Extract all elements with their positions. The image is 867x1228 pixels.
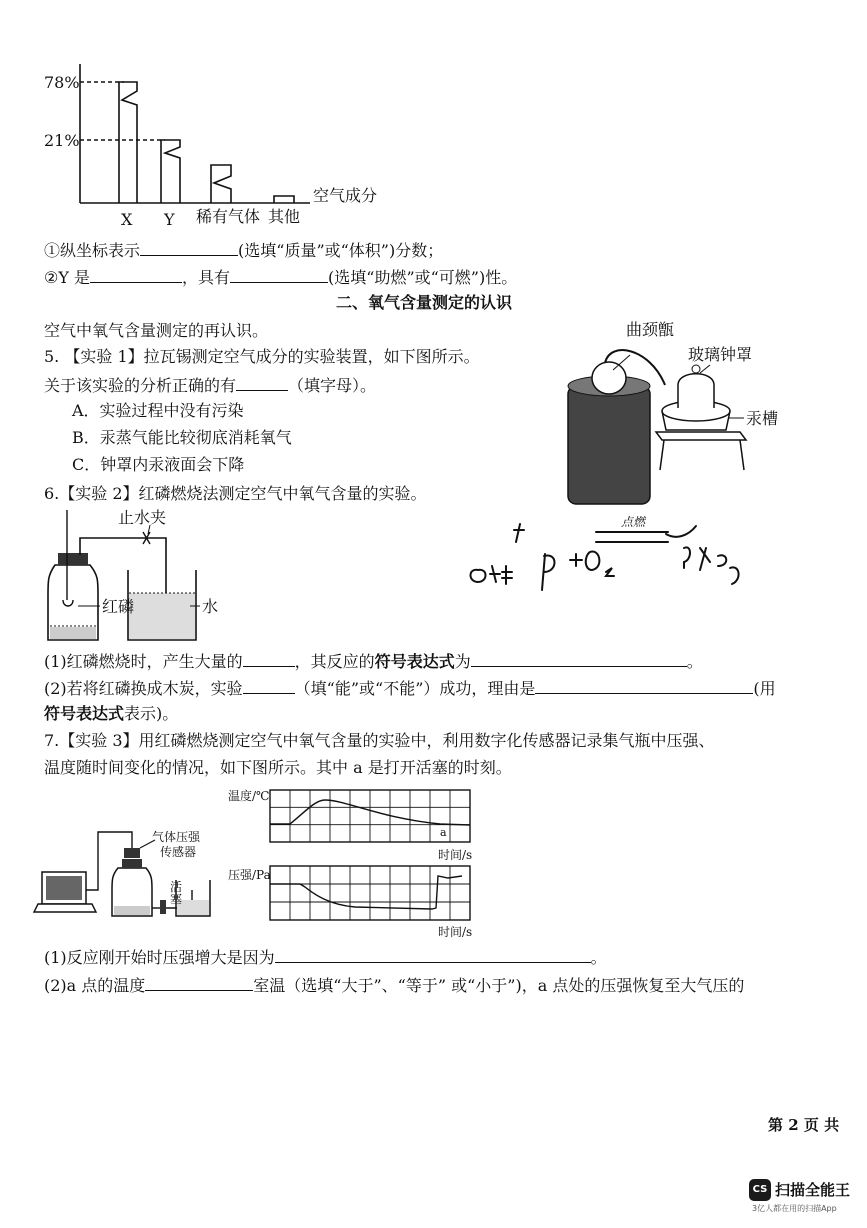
x-label-y: Y xyxy=(164,210,175,229)
q4-line1-text-a: ①纵坐标表示 xyxy=(44,241,141,260)
q7-p1-end: 。 xyxy=(590,948,607,967)
y-tick-78: 78% xyxy=(44,73,80,92)
q6-p1-text-a: (1)红磷燃烧时，产生大量的 xyxy=(44,652,243,671)
handwriting-ignite: 点燃 xyxy=(621,515,646,529)
label-bell-jar: 玻璃钟罩 xyxy=(688,345,753,364)
q6-p2-text-b: （填“能”或“不能”）成功，理由是 xyxy=(294,679,536,698)
q4-line2-text-b: ，具有 xyxy=(182,268,231,287)
x-label-other: 其他 xyxy=(268,207,301,226)
label-water: 水 xyxy=(202,597,219,616)
scanner-app-name: 扫描全能王 xyxy=(775,1181,851,1199)
q6-p1-text-c: 为 xyxy=(454,652,471,671)
temp-point-a: a xyxy=(440,826,447,839)
y-tick-21: 21% xyxy=(44,131,80,150)
x-label-rare-gas: 稀有气体 xyxy=(196,207,261,226)
q5-line2-text-a: 关于该实验的分析正确的有 xyxy=(44,376,237,395)
q5-option-c: C．钟罩内汞液面会下降 xyxy=(72,455,245,474)
q7-p2-text-a: (2)a 点的温度 xyxy=(44,976,146,995)
q7-p2-text-b: 室温（选填“大于”、“等于” 或“小于”)，a 点处的压强恢复至大气压的 xyxy=(253,976,745,995)
scanner-app-slogan: 3亿人都在用的扫描App xyxy=(752,1204,837,1213)
q6-p1-text-b: ，其反应的 xyxy=(294,652,375,671)
q4-line2-text-c: (选填“助燃”或“可燃”)性。 xyxy=(328,268,518,287)
label-valve-2: 塞 xyxy=(170,892,183,906)
q5-line2-text-b: （填字母）。 xyxy=(288,376,377,395)
label-valve-1: 活 xyxy=(170,880,183,894)
q7-line-2: 温度随时间变化的情况，如下图所示。其中 a 是打开活塞的时刻。 xyxy=(44,758,512,777)
label-red-phosphorus: 红磷 xyxy=(102,597,135,616)
label-sensor-2: 传感器 xyxy=(160,845,197,859)
x-axis-title: 空气成分 xyxy=(313,186,378,205)
q5-option-b: B．汞蒸气能比较彻底消耗氧气 xyxy=(72,428,292,447)
q6-p2-text-a: (2)若将红磷换成木炭，实验 xyxy=(44,679,243,698)
q7-part-1 xyxy=(44,946,607,968)
temp-time-label: 时间/s xyxy=(438,848,473,862)
label-sensor-1: 气体压强 xyxy=(152,830,201,844)
label-water-clamp: 止水夹 xyxy=(118,508,167,527)
q6-p1-bold: 符号表达式 xyxy=(374,652,455,671)
label-retort: 曲颈甑 xyxy=(626,320,675,339)
q4-line1-text-b: (选填“质量”或“体积”)分数； xyxy=(238,241,444,260)
label-trough: 汞槽 xyxy=(746,409,779,428)
q6-p2-text-c: (用 xyxy=(753,679,776,698)
q7-part-2 xyxy=(44,974,744,996)
q7-blank-2[interactable] xyxy=(145,974,253,991)
section-2-intro: 空气中氧气含量测定的再认识。 xyxy=(44,321,269,340)
q7-line-1: 7.【实验 3】用红磷燃烧测定空气中氧气含量的实验中，利用数字化传感器记录集气瓶中压强、 xyxy=(44,731,715,750)
q6-p2-bold: 符号表达式 xyxy=(44,704,125,723)
page-number: 第 2 页 共 xyxy=(768,1116,840,1134)
x-label-x: X xyxy=(121,210,133,229)
q7-p1-text-a: (1)反应刚开始时压强增大是因为 xyxy=(44,948,275,967)
q5-option-a: A．实验过程中没有污染 xyxy=(72,401,244,420)
pressure-axis-label: 压强/Pa xyxy=(228,868,271,882)
q5-line-1: 5. 【实验 1】拉瓦锡测定空气成分的实验装置，如下图所示。 xyxy=(44,347,480,366)
q6-p2-line2-end: 表示)。 xyxy=(124,704,179,723)
temp-axis-label: 温度/℃ xyxy=(228,789,270,803)
q4-line2-text-a: ②Y 是 xyxy=(44,268,90,287)
pressure-time-label: 时间/s xyxy=(438,925,473,939)
q6-title: 6.【实验 2】红磷燃烧法测定空气中氧气含量的实验。 xyxy=(44,484,427,503)
q6-p1-end: 。 xyxy=(686,652,703,671)
section-2-title: 二、氧气含量测定的认识 xyxy=(336,293,513,312)
q7-blank-1[interactable] xyxy=(275,946,591,963)
scanner-app-logo: CS xyxy=(749,1179,771,1201)
